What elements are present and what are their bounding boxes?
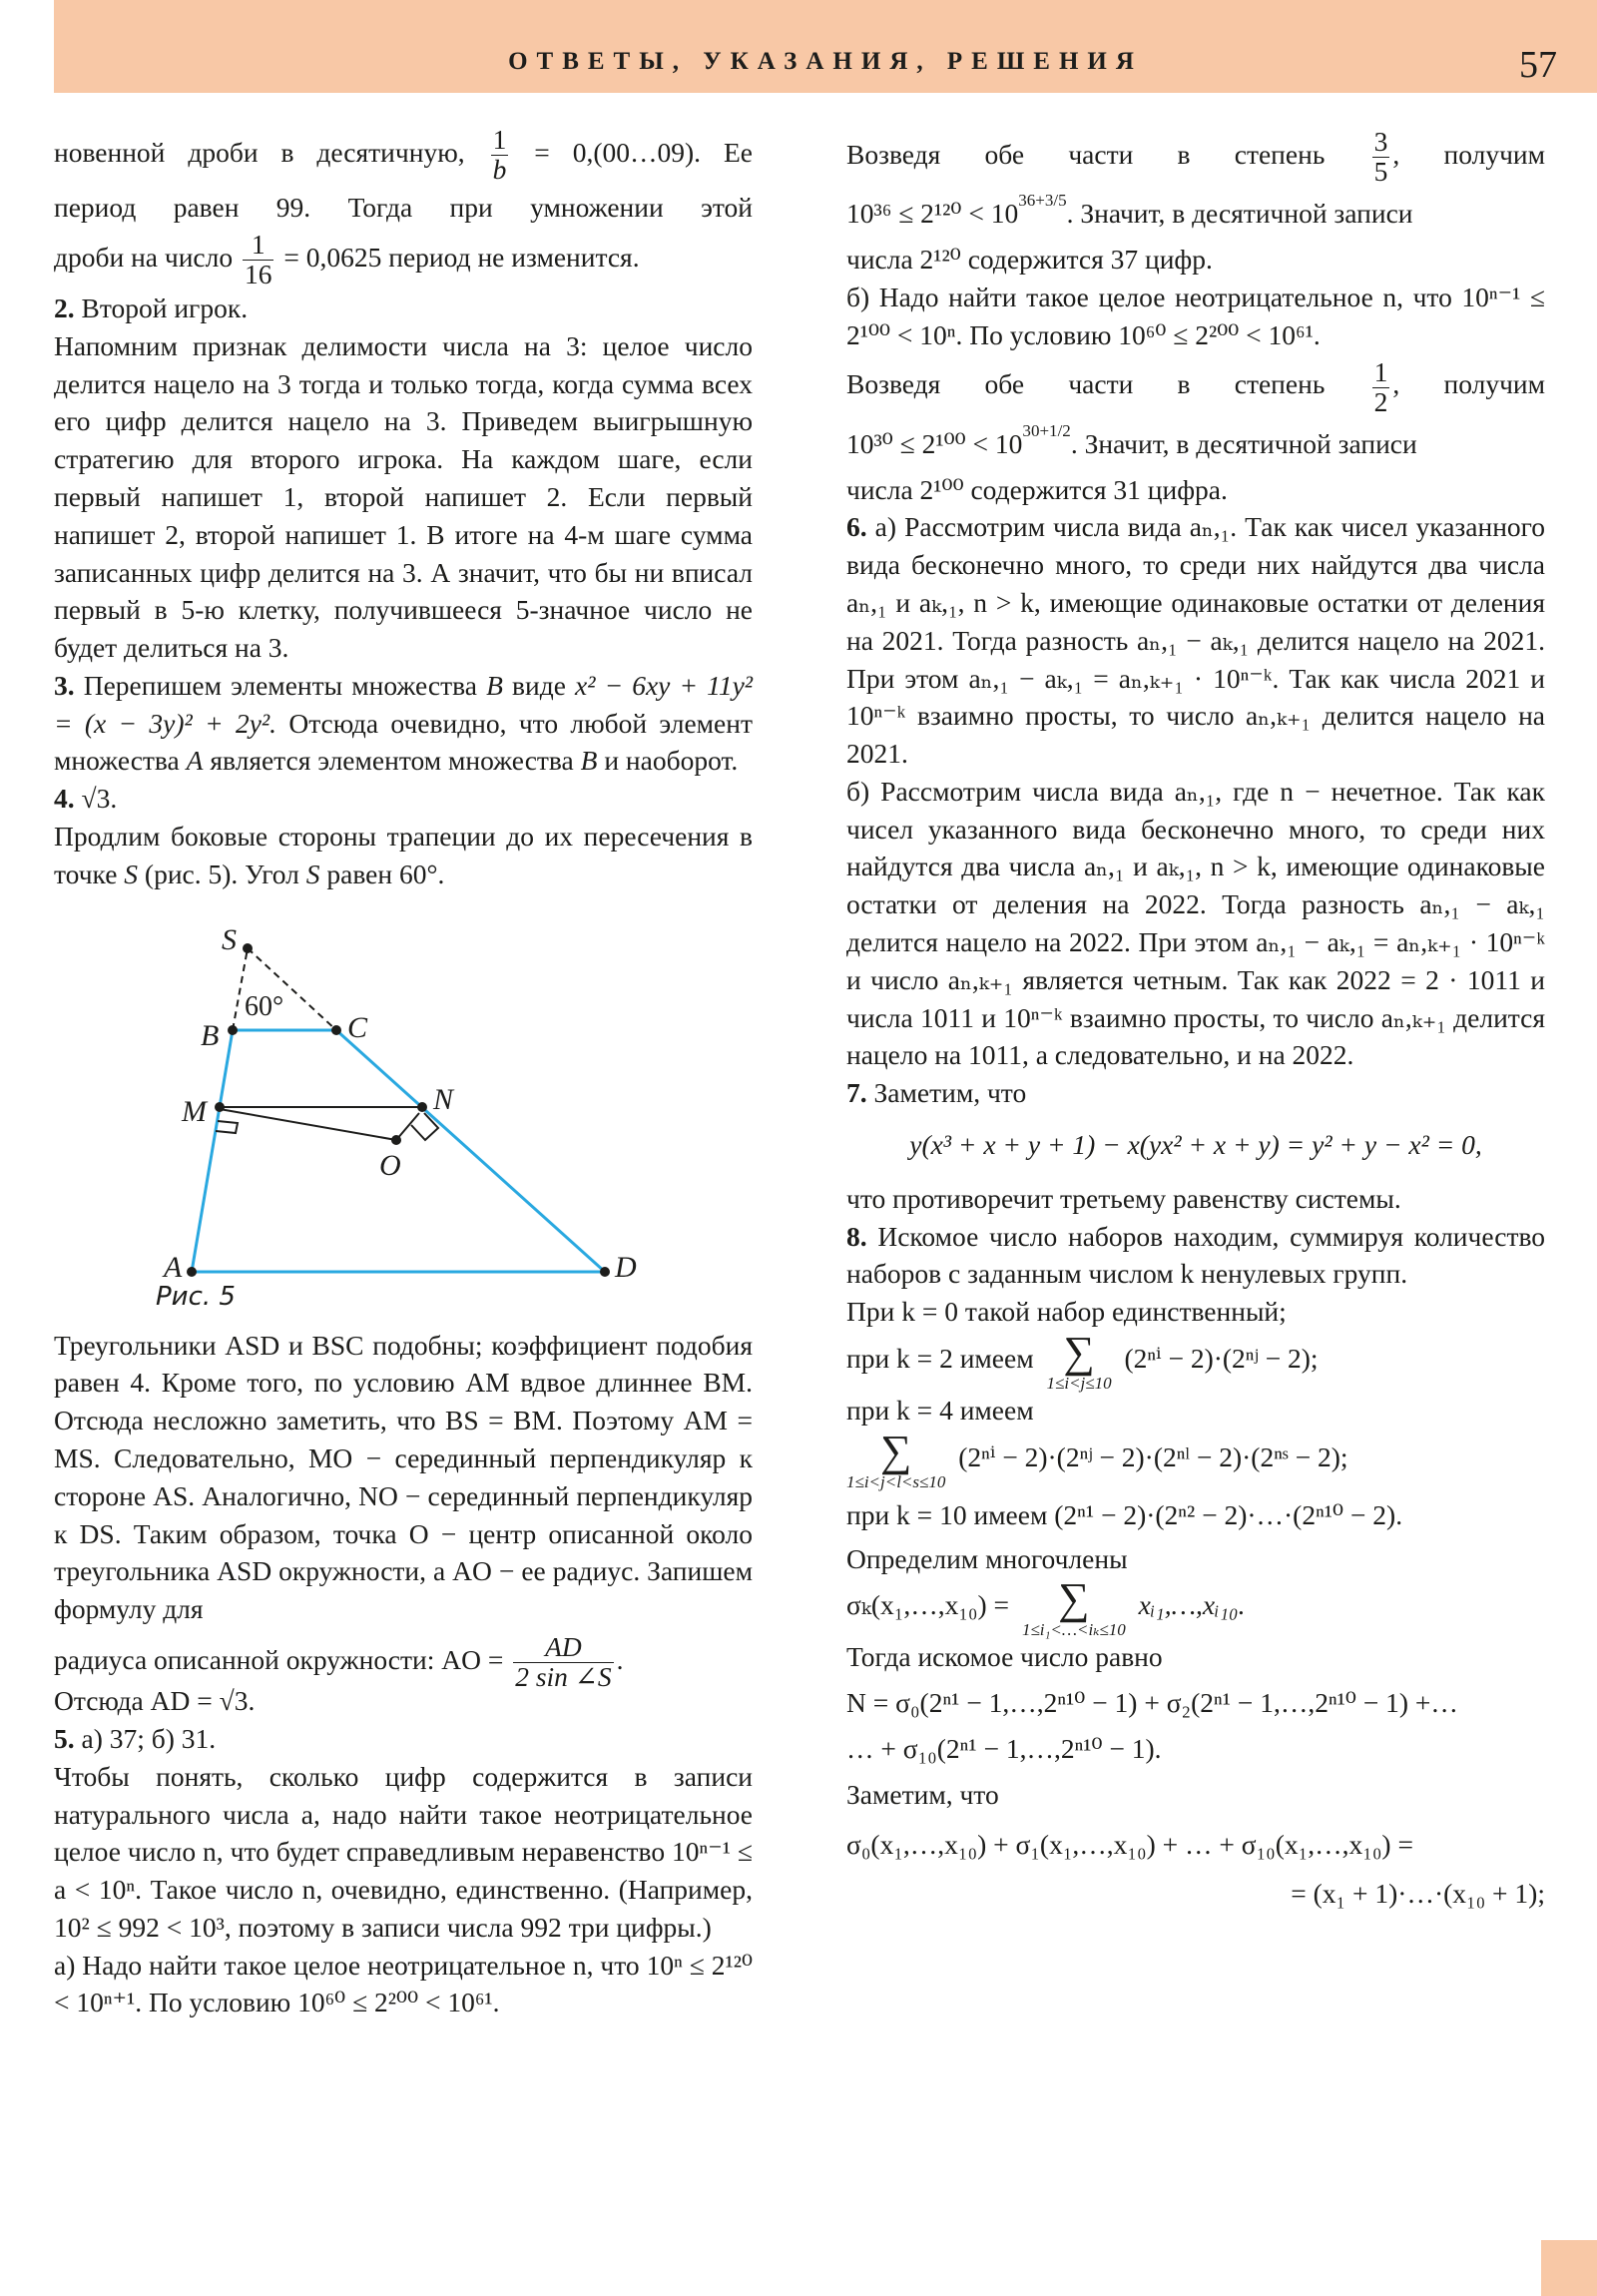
answer-3 — [54, 667, 753, 780]
sum-limits: 1≤i₁<…<iₖ≤10 — [1021, 1620, 1126, 1640]
figure-caption: Рис. 5 — [156, 1281, 236, 1312]
answer-text: Второй игрок. — [81, 291, 249, 323]
section-title: ОТВЕТЫ, УКАЗАНИЯ, РЕШЕНИЯ — [508, 48, 1143, 75]
answer-number: 2. — [54, 291, 75, 323]
angle-label: 60° — [245, 990, 284, 1022]
denominator: 16 — [244, 259, 272, 290]
solution-2: Напомним признак делимости числа на 3: целое число делится нацело на 3 тогда и только тогда, когда сумма всех его цифр делится нацело на 3. Приведем выигрышную стратегию для второго игрока. На каждом шаге, если первый напишет 1, второй напишет 2. Если первый напишет 2, второй напишет 1. В итоге на 4-м шаге сумма записанных цифр делится на 3. А значит, что бы ни вписал первый в 5-ю клетку, получившееся 5-значное число не будет делиться на 3. — [54, 329, 753, 664]
page-corner-tab — [1541, 2240, 1597, 2296]
running-header — [54, 0, 1597, 93]
point-label-A: A — [164, 1250, 183, 1284]
answer-number: 8. — [846, 1220, 867, 1252]
formula: x² − 6xy + 11y² = (x − 3y)² + 2y². — [54, 669, 754, 739]
denominator: 5 — [1373, 156, 1388, 188]
right-column — [846, 124, 1545, 1925]
answer-number: 7. — [846, 1077, 867, 1109]
summation: ∑ 1≤i<j<l<s≤10 — [846, 1426, 946, 1491]
paragraph — [846, 187, 1545, 241]
text: виде — [512, 669, 566, 701]
text: Возведя обе части в степень — [846, 368, 1326, 400]
math-var: B — [580, 745, 598, 777]
point-label-D: D — [615, 1250, 637, 1284]
text: при k = 2 имеем — [846, 1342, 1034, 1374]
fraction — [513, 1633, 613, 1692]
identity-2: = (x₁ + 1)·…·(x₁₀ + 1); — [1291, 1878, 1545, 1910]
numerator: 1 — [243, 231, 274, 261]
text: Искомое число наборов находим, суммируя количество наборов с заданным числом k ненулевых групп. — [846, 1220, 1546, 1290]
text: а) Рассмотрим числа вида aₙ,₁. Так как чисел указанного вида бесконечно много, то среди них найдутся два числа aₙ,₁ и aₖ,₁, n > k, имеющие одинаковые остатки от деления на 2021. Тогда разность aₙ,₁ − aₖ,₁ делится нацело на 2021. При этом aₙ,₁ − aₖ,₁ = aₙ,ₖ₊₁ · 10ⁿ⁻ᵏ. Так как числа 2021 и 10ⁿ⁻ᵏ взаимно просты, то число aₙ,ₖ₊₁ делится нацело на 2021. — [846, 511, 1546, 770]
numerator: AD — [513, 1633, 613, 1663]
answer-4 — [54, 780, 753, 818]
fraction — [243, 231, 274, 289]
point-label-S: S — [222, 922, 237, 956]
radius-formula: радиуса описанной окружности: AO = $\frac{AD}{2 \sin \angle S}$ . — [54, 1631, 624, 1693]
text: , получим — [1392, 368, 1546, 400]
left-column — [54, 124, 753, 2021]
paragraph: Тогда искомое число равно — [846, 1641, 1163, 1673]
paragraph: что противоречит третьему равенству системы. — [846, 1182, 1401, 1214]
text: Заметим, что — [873, 1077, 1027, 1109]
formula-N-2: … + σ₁₀(2ⁿ¹ − 1,…,2ⁿ¹⁰ − 1). — [846, 1733, 1162, 1765]
formula: xᵢ₁,…,xᵢ₁₀. — [1138, 1589, 1246, 1621]
summation: ∑ 1≤i<j≤10 — [1046, 1328, 1112, 1394]
math-var: S — [305, 858, 320, 889]
identity-1: σ₀(x₁,…,x₁₀) + σ₁(x₁,…,x₁₀) + … + σ₁₀(x₁,…,x₁₀) = — [846, 1828, 1413, 1860]
exponent: 36+3/5 — [1018, 191, 1067, 211]
text: = 0,(00…09). Ее — [534, 137, 753, 168]
formula: 10³⁰ ≤ 2¹⁰⁰ < 10 — [846, 427, 1023, 459]
point-label-N: N — [433, 1082, 454, 1116]
summation: ∑ 1≤i₁<…<iₖ≤10 — [1021, 1574, 1126, 1640]
solution-4-intro — [54, 818, 753, 893]
math-var: S — [124, 858, 139, 889]
paragraph: Заметим, что — [846, 1778, 999, 1810]
paragraph: период равен 99. Тогда при умножении этой — [54, 192, 753, 224]
paragraph: числа 2¹⁰⁰ содержится 31 цифра. — [846, 473, 1228, 505]
solution-5a: а) Надо найти такое целое неотрицательное n, что 10ⁿ ≤ 2¹²⁰ < 10ⁿ⁺¹. По условию 10⁶⁰ ≤ 2²⁰⁰ < 10⁶¹. — [54, 1949, 753, 2018]
answer-2 — [54, 289, 753, 327]
text: Перепишем элементы множества — [83, 669, 477, 701]
answer-7 — [846, 1074, 1545, 1112]
text: Продлим боковые стороны трапеции до их пересечения в точке — [54, 821, 753, 889]
numerator: 3 — [1373, 126, 1388, 158]
text: радиуса описанной окружности: AO = — [54, 1644, 504, 1676]
paragraph: При k = 0 такой набор единственный; — [846, 1296, 1287, 1328]
formula: 10³⁶ ≤ 2¹²⁰ < 10 — [846, 198, 1019, 230]
text: дроби на число — [54, 241, 234, 273]
answer-text: а) 37; б) 31. — [81, 1722, 217, 1754]
product-k10: при k = 10 имеем (2ⁿ¹ − 2)·(2ⁿ² − 2)·…·(2ⁿ¹⁰ − 2). — [846, 1498, 1403, 1530]
text: Возведя обе части в степень — [846, 139, 1326, 170]
text: = 0,0625 период не изменится. — [283, 241, 640, 273]
numerator: 1 — [1373, 355, 1388, 387]
point-label-B: B — [201, 1018, 220, 1052]
paragraph — [846, 417, 1545, 471]
exponent: 30+1/2 — [1022, 420, 1071, 440]
text: и наоборот. — [604, 745, 739, 777]
formula-N-1: N = σ₀(2ⁿ¹ − 1,…,2ⁿ¹⁰ − 1) + σ₂(2ⁿ¹ − 1,…,2ⁿ¹⁰ − 1) +… — [846, 1687, 1458, 1719]
paragraph — [846, 353, 1545, 416]
formula-7: y(x³ + x + y + 1) − x(yx² + x + y) = y² + y − x² = 0, — [909, 1129, 1482, 1161]
paragraph: при k = 4 имеем — [846, 1395, 1034, 1427]
text: , получим — [1392, 139, 1546, 170]
denominator: b — [492, 154, 507, 186]
paragraph: числа 2¹²⁰ содержится 37 цифр. — [846, 244, 1213, 276]
answer-number: 3. — [54, 669, 75, 701]
text: . Значит, в десятичной записи — [1066, 198, 1413, 230]
sum-limits: 1≤i<j<l<s≤10 — [846, 1471, 946, 1491]
fraction — [1372, 128, 1390, 187]
figure-5-trapezoid — [144, 899, 703, 1319]
point-label-C: C — [347, 1010, 368, 1044]
solution-5: Чтобы понять, сколько цифр содержится в записи натурального числа a, надо найти такое неотрицательное целое число n, что будет справедливым неравенство 10ⁿ⁻¹ ≤ a < 10ⁿ. Такое число n, очевидно, единственно. (Например, 10² ≤ 992 < 10³, поэтому в записи числа 992 три цифры.) — [54, 1760, 753, 1943]
page-number: 57 — [1519, 44, 1557, 86]
answer-text: √3. — [81, 783, 118, 815]
text: новенной дроби в десятичную, — [54, 137, 465, 168]
answer-5 — [54, 1720, 753, 1758]
formula: σₖ(x₁,…,x₁₀) = — [846, 1589, 1010, 1621]
answer-number: 4. — [54, 783, 75, 815]
denominator: 2 — [1373, 385, 1388, 417]
paragraph — [846, 124, 1545, 187]
answer-number: 5. — [54, 1722, 75, 1754]
solution-4: Треугольники ASD и BSC подобны; коэффициент подобия равен 4. Кроме того, по условию AM вдвое длиннее BM. Отсюда несложно заметить, что BS = BM. Поэтому AM = MS. Следовательно, MO − серединный перпендикуляр к стороне AS. Аналогично, NO − серединный перпендикуляр к DS. Таким образом, точка O − центр описанной около треугольника ASD окружности, а AO − ее радиус. Запишем формулу для — [54, 1329, 753, 1625]
trapezoid-diagram — [144, 899, 703, 1319]
text: . Значит, в десятичной записи — [1070, 427, 1417, 459]
paragraph — [54, 124, 753, 185]
paragraph: б) Надо найти такое целое неотрицательное n, что 10ⁿ⁻¹ ≤ 2¹⁰⁰ < 10ⁿ. По условию 10⁶⁰ ≤ 2²⁰⁰ < 10⁶¹. — [846, 281, 1545, 350]
text: равен 60°. — [326, 858, 445, 889]
text: Отсюда очевидно, что любой элемент множества — [54, 707, 754, 777]
fraction — [491, 126, 509, 185]
point-label-O: O — [379, 1148, 401, 1182]
sum-k2 — [846, 1328, 1545, 1394]
sum-limits: 1≤i<j≤10 — [1046, 1374, 1112, 1394]
numerator: 1 — [492, 124, 507, 156]
answer-8 — [846, 1218, 1545, 1294]
paragraph: Определим многочлены — [846, 1542, 1128, 1574]
point-label-M: M — [182, 1094, 207, 1128]
fraction — [1372, 355, 1390, 417]
formula: (2ⁿⁱ − 2)·(2ⁿʲ − 2); — [1124, 1342, 1319, 1374]
paragraph — [54, 227, 753, 289]
text: является элементом множества — [210, 745, 574, 777]
conclusion-4: Отсюда AD = √3. — [54, 1685, 256, 1717]
text: (рис. 5). Угол — [144, 858, 299, 889]
sigma-definition — [846, 1574, 1545, 1640]
denominator: 2 sin ∠S — [515, 1661, 612, 1693]
math-var: A — [186, 745, 204, 777]
answer-6a — [846, 508, 1545, 773]
answer-6b: б) Рассмотрим числа вида aₙ,₁, где n − нечетное. Так как чисел указанного вида бесконечно много, то среди них найдутся два числа aₙ,₁ и aₖ,₁, n > k, имеющие одинаковые остатки от деления на 2022. Тогда разность aₙ,₁ − aₖ,₁ делится нацело на 2022. При этом aₙ,₁ − aₖ,₁ = aₙ,ₖ₊₁ · 10ⁿ⁻ᵏ и число aₙ,ₖ₊₁ является четным. Так как 2022 = 2 · 1011 и числа 1011 и 10ⁿ⁻ᵏ взаимно просты, то число aₙ,ₖ₊₁ делится нацело на 1011, а следовательно, и на 2022. — [846, 775, 1545, 1071]
sum-k4 — [846, 1426, 1545, 1491]
math-var: B — [486, 669, 503, 701]
formula: (2ⁿⁱ − 2)·(2ⁿʲ − 2)·(2ⁿˡ − 2)·(2ⁿˢ − 2); — [958, 1440, 1348, 1472]
answer-number: 6. — [846, 511, 867, 543]
